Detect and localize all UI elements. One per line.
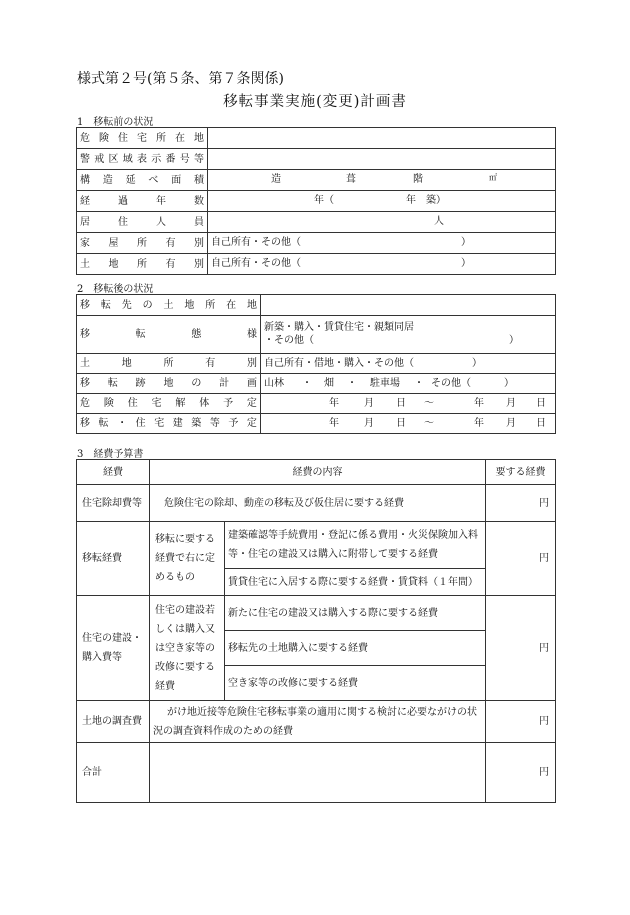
header-content: 経費の内容: [150, 460, 486, 485]
row-survey: [77, 701, 556, 743]
budget-header-row: [77, 460, 556, 485]
content-housing-2: 移転先の土地購入に要する経費: [225, 631, 486, 666]
label-dest-address: [77, 295, 261, 316]
label-char: 跡: [135, 378, 146, 389]
label-char: 予: [228, 418, 239, 429]
row-dest-address: [77, 295, 556, 316]
label-char: 住: [127, 398, 138, 409]
label-dest-land-owner: [77, 354, 261, 374]
label-demolition: [77, 394, 261, 414]
label-housing: 住宅の建設・購入費等: [77, 596, 150, 701]
budget-table: [76, 459, 556, 803]
label-char: 所: [137, 258, 147, 270]
header-cost: 経費: [77, 460, 150, 485]
label-char: 土: [80, 258, 90, 270]
label-char: 宅: [154, 418, 165, 429]
row-house-owner: [77, 233, 556, 254]
label-char: 険: [99, 132, 109, 144]
input-residents[interactable]: 人: [208, 212, 556, 233]
row-mode: [77, 316, 556, 354]
input-building[interactable]: 年 月 日 ～ 年 月 日: [261, 414, 556, 434]
label-char: 様: [246, 329, 257, 340]
amount-total[interactable]: 円: [486, 743, 556, 803]
label-char: 造: [102, 174, 113, 186]
content-housing-1: 新たに住宅の建設又は購入する際に要する経費: [225, 596, 486, 631]
label-char: 移: [80, 329, 90, 340]
label-char: 先: [121, 299, 132, 311]
input-zone[interactable]: [208, 149, 556, 170]
row-housing-1: [77, 596, 556, 631]
form-number: 様式第２号(第５条、第７条関係): [77, 71, 284, 87]
label-char: 危: [80, 398, 90, 409]
row-age: [77, 191, 556, 212]
label-char: べ: [148, 174, 159, 186]
label-char: 経: [80, 195, 90, 207]
label-char: 宅: [151, 398, 162, 409]
label-char: 所: [205, 299, 216, 311]
label-char: 態: [191, 329, 202, 340]
row-site-plan: [77, 374, 556, 394]
amount-demolition-cost[interactable]: 円: [486, 485, 556, 522]
amount-housing[interactable]: 円: [486, 596, 556, 701]
label-age: [77, 191, 208, 212]
label-char: 住: [118, 216, 128, 228]
label-char: 延: [125, 174, 136, 186]
label-char: 有: [165, 258, 176, 270]
label-char: 地: [194, 132, 204, 144]
label-char: 表: [137, 153, 147, 165]
label-char: 築: [191, 418, 202, 429]
label-land-owner: [77, 254, 208, 275]
label-char: 警: [80, 153, 90, 165]
row-demolition: [77, 394, 556, 414]
label-char: 別: [194, 237, 204, 249]
sub-relocation: 移転に要する経費で右に定めるもの: [150, 522, 225, 596]
label-char: 過: [118, 195, 128, 207]
label-char: 在: [226, 299, 237, 311]
label-char: 積: [193, 174, 204, 186]
label-char: 画: [246, 378, 257, 389]
label-char: 土: [80, 358, 90, 369]
label-survey: 土地の調査費: [77, 701, 150, 743]
label-char: 面: [171, 174, 182, 186]
label-char: 所: [163, 358, 174, 369]
label-char: 所: [156, 132, 166, 144]
label-char: 戒: [94, 153, 105, 165]
label-char: 有: [205, 358, 216, 369]
input-dest-address[interactable]: [261, 295, 556, 316]
label-char: 別: [194, 258, 204, 270]
content-relocation-2: 賃貸住宅に入居する際に要する経費・賃貸料（１年間）: [225, 569, 486, 596]
label-address: [77, 128, 208, 149]
input-mode[interactable]: 新築・購入・賃貸住宅・親類同居 ・その他（ ）: [261, 316, 556, 354]
label-char: 予: [223, 398, 234, 409]
label-char: 転: [107, 378, 118, 389]
input-site-plan[interactable]: 山林 ・ 畑 ・ 駐車場 ・ その他（ ）: [261, 374, 556, 394]
content-total: [150, 743, 486, 803]
section2-table: [76, 294, 556, 434]
label-char: 宅: [137, 132, 147, 144]
section1-table: [76, 127, 556, 275]
label-char: 所: [137, 237, 147, 249]
label-char: 地: [108, 258, 119, 270]
content-relocation-1: 建築確認等手続費用・登記に係る費用・火災保険加入料等・住宅の建設又は購入に附帯して要する経費: [225, 522, 486, 569]
label-building: [77, 414, 261, 434]
input-land-owner[interactable]: 自己所有・その他（ ）: [208, 254, 556, 275]
row-relocation-1: [77, 522, 556, 569]
input-dest-land-owner[interactable]: 自己所有・借地・購入・その他（ ）: [261, 354, 556, 374]
label-char: 定: [246, 398, 257, 409]
label-char: 区: [108, 153, 119, 165]
label-char: 移: [80, 299, 90, 311]
row-dest-land-owner: [77, 354, 556, 374]
content-housing-3: 空き家等の改修に要する経費: [225, 666, 486, 701]
label-char: 転: [100, 299, 111, 311]
label-char: の: [142, 299, 153, 311]
section1-heading: 1 移転前の状況: [77, 117, 154, 128]
label-char: 険: [103, 398, 114, 409]
label-char: 構: [80, 174, 90, 186]
label-char: 転: [135, 329, 146, 340]
label-char: 定: [246, 418, 257, 429]
label-char: 住: [135, 418, 146, 429]
label-char: 域: [122, 153, 133, 165]
label-site-plan: [77, 374, 261, 394]
section2-heading: 2 移転後の状況: [77, 284, 154, 295]
label-char: 計: [219, 378, 230, 389]
label-char: 示: [151, 153, 162, 165]
row-residents: [77, 212, 556, 233]
sub-housing: 住宅の建設若しくは購入又は空き家等の改修に要する経費: [150, 596, 225, 701]
label-char: 屋: [108, 237, 119, 249]
page-title: 移転事業実施(変更)計画書: [223, 94, 407, 110]
label-char: 員: [194, 216, 204, 228]
label-char: 体: [199, 398, 210, 409]
label-char: 居: [80, 216, 90, 228]
label-char: 有: [165, 237, 176, 249]
label-char: 号: [179, 153, 190, 165]
content-demolition-cost: 危険住宅の除却、動産の移転及び仮住居に要する経費: [150, 485, 486, 522]
row-zone: [77, 149, 556, 170]
label-char: 地: [121, 358, 132, 369]
label-char: 等: [209, 418, 220, 429]
label-char: 地: [163, 378, 174, 389]
label-char: 建: [172, 418, 183, 429]
input-demolition[interactable]: 年 月 日 ～ 年 月 日: [261, 394, 556, 414]
label-char: 年: [156, 195, 166, 207]
section3-heading: 3 経費予算書: [77, 449, 144, 460]
row-demolition-cost: [77, 485, 556, 522]
input-address[interactable]: [208, 128, 556, 149]
label-char: 等: [194, 153, 204, 165]
input-age[interactable]: 年（ 年 築）: [208, 191, 556, 212]
label-char: 移: [80, 418, 90, 429]
row-total: [77, 743, 556, 803]
row-building: [77, 414, 556, 434]
label-char: 数: [194, 195, 204, 207]
label-char: 土: [163, 299, 174, 311]
label-relocation: 移転経費: [77, 522, 150, 596]
label-char: 地: [184, 299, 195, 311]
label-demolition-cost: 住宅除却費等: [77, 485, 150, 522]
row-structure: [77, 170, 556, 191]
label-char: 移: [80, 378, 90, 389]
row-land-owner: [77, 254, 556, 275]
label-char: 別: [247, 358, 257, 369]
label-total: 合計: [77, 743, 150, 803]
label-char: 地: [247, 299, 257, 311]
input-structure[interactable]: 造 葺 階 ㎡: [208, 170, 556, 191]
label-char: ・: [117, 418, 128, 429]
label-zone: [77, 149, 208, 170]
label-char: 家: [80, 237, 90, 249]
label-char: 危: [80, 132, 90, 144]
amount-relocation[interactable]: 円: [486, 522, 556, 596]
header-required: 要する経費: [486, 460, 556, 485]
label-residents: [77, 212, 208, 233]
row-address: [77, 128, 556, 149]
label-char: 番: [165, 153, 176, 165]
label-char: 住: [118, 132, 128, 144]
label-char: の: [191, 378, 202, 389]
label-char: 転: [98, 418, 109, 429]
amount-survey[interactable]: 円: [486, 701, 556, 743]
label-char: 人: [156, 216, 166, 228]
label-char: 解: [175, 398, 186, 409]
input-house-owner[interactable]: 自己所有・その他（ ）: [208, 233, 556, 254]
label-house-owner: [77, 233, 208, 254]
label-char: 在: [175, 132, 185, 144]
label-structure: [77, 170, 208, 191]
content-survey: がけ地近接等危険住宅移転事業の適用に関する検討に必要ながけの状況の調査資料作成のための経費: [150, 701, 486, 743]
label-mode: [77, 316, 261, 354]
